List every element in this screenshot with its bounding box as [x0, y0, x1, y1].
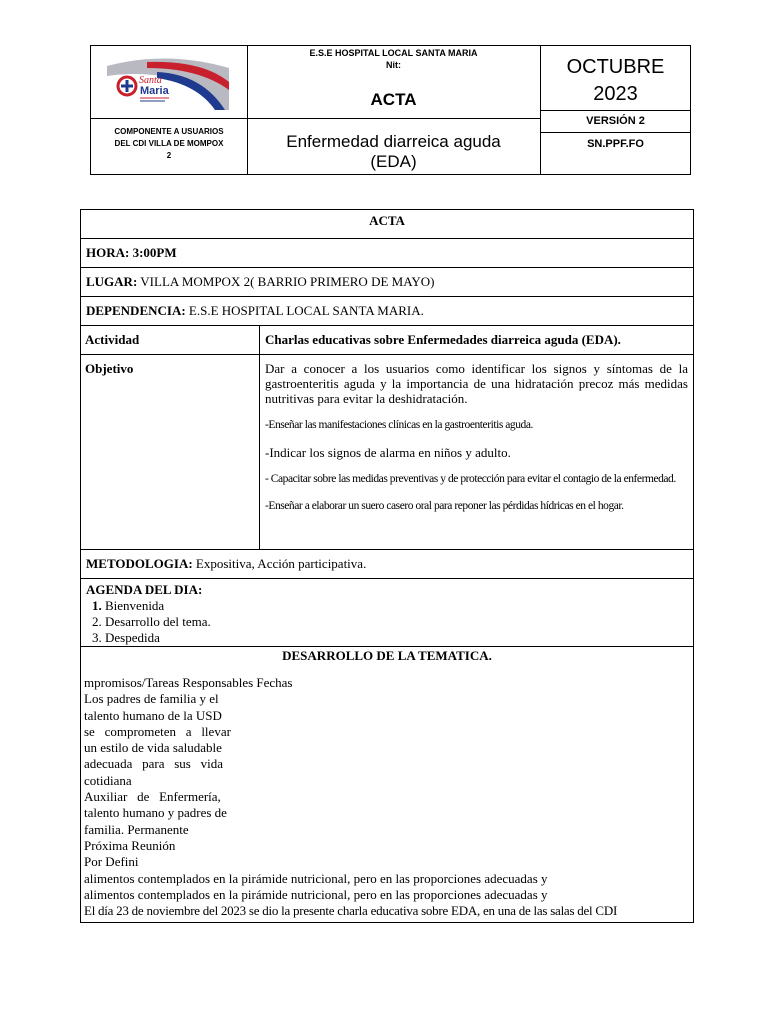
desarrollo-row	[81, 647, 693, 922]
component-line: COMPONENTE A USUARIOS	[114, 127, 224, 136]
lugar-field	[81, 268, 693, 289]
objetivo-content	[260, 355, 693, 549]
objetivo-item: -Enseñar a elaborar un suero casero oral para reponer las pérdidas hídricas en el hogar.	[265, 500, 624, 512]
metodologia-row	[81, 550, 693, 579]
objetivo-item: -Enseñar las manifestaciones clínicas en la gastroenteritis aguda.	[265, 419, 533, 431]
nit-label: Nit:	[386, 60, 401, 70]
logo-text: Maria	[140, 85, 169, 97]
dependencia-value: E.S.E HOSPITAL LOCAL SANTA MARIA.	[185, 303, 424, 318]
dependencia-field	[81, 297, 693, 318]
desarrollo-line: talento humano de la USD	[84, 707, 222, 723]
topic-title	[247, 132, 540, 172]
desarrollo-title: DESARROLLO DE LA TEMATICA.	[282, 648, 492, 663]
agenda-item	[92, 598, 688, 614]
header-divider	[91, 118, 247, 119]
doc-code: SN.PPF.FO	[587, 138, 644, 150]
objetivo-item: -Indicar los signos de alarma en niños y adulto.	[265, 445, 511, 460]
objetivo-label: Objetivo	[81, 355, 260, 549]
desarrollo-line: talento humano y padres de	[84, 805, 227, 821]
topic-line: (EDA)	[370, 152, 417, 171]
metodologia-label: METODOLOGIA:	[86, 556, 193, 571]
acta-table	[80, 209, 694, 923]
doc-type-title: ACTA	[370, 90, 417, 109]
agenda-item-text: Bienvenida	[101, 598, 165, 613]
header-divider	[540, 110, 691, 111]
version-label: VERSIÓN 2	[586, 115, 645, 127]
component-line: 2	[166, 151, 172, 160]
hora-label: HORA: 3:00PM	[86, 245, 177, 260]
lugar-value: VILLA MOMPOX 2( BARRIO PRIMERO DE MAYO)	[137, 274, 435, 289]
actividad-row	[81, 326, 693, 355]
acta-title: ACTA	[369, 213, 405, 228]
component-line: DEL CDI VILLA DE MOMPOX	[114, 139, 224, 148]
desarrollo-line: adecuada para sus vida	[84, 756, 223, 772]
header-divider	[540, 132, 691, 133]
desarrollo-line: un estilo de vida saludable	[84, 740, 222, 756]
desarrollo-line: familia. Permanente	[84, 821, 189, 837]
objetivo-item: - Capacitar sobre las medidas preventivas y de protección para evitar el contagio de la enfermedad.	[265, 473, 676, 485]
dependencia-row	[81, 297, 693, 326]
acta-title-row	[81, 210, 693, 239]
lugar-row	[81, 268, 693, 297]
metodologia-value: Expositiva, Acción participativa.	[192, 556, 367, 571]
dependencia-label: DEPENDENCIA:	[86, 303, 186, 318]
desarrollo-line: Los padres de familia y el	[84, 691, 219, 707]
agenda-label: AGENDA DEL DIA:	[86, 582, 203, 597]
metodologia-field	[81, 550, 693, 571]
hospital-name: E.S.E HOSPITAL LOCAL SANTA MARIA	[309, 48, 478, 58]
topic-line: Enfermedad diarreica aguda	[286, 132, 501, 151]
agenda-list	[86, 598, 688, 646]
agenda-item	[92, 630, 688, 646]
agenda-item-text: Despedida	[101, 630, 160, 645]
desarrollo-line: cotidiana	[84, 772, 132, 788]
logo-text: Santa	[139, 75, 162, 86]
agenda-item-number: 1.	[92, 598, 102, 613]
header-divider	[247, 118, 540, 119]
agenda-block	[81, 579, 693, 646]
actividad-value: Charlas educativas sobre Enfermedades diarreica aguda (EDA).	[265, 332, 621, 347]
desarrollo-text	[81, 663, 693, 919]
desarrollo-line: se comprometen a llevar	[84, 723, 231, 739]
desarrollo-line: alimentos contemplados en la pirámide nutricional, pero en las proporciones adecuadas y	[84, 886, 548, 902]
objetivo-intro: Dar a conocer a los usuarios como identificar los signos y síntomas de la gastroenteritis aguda y la importancia de una hidratación precoz más medidas nutritivas para evitar la deshidratación.	[265, 361, 688, 406]
desarrollo-line: mpromisos/Tareas Responsables Fechas	[84, 675, 293, 690]
document-header	[90, 45, 691, 175]
hospital-logo	[107, 52, 229, 110]
desarrollo-line: Auxiliar de Enfermería,	[84, 789, 221, 805]
doc-year: 2023	[593, 83, 638, 105]
agenda-item-text: Desarrollo del tema.	[101, 614, 211, 629]
doc-month: OCTUBRE	[566, 56, 665, 78]
hora-row	[81, 239, 693, 268]
desarrollo-line: alimentos contemplados en la pirámide nutricional, pero en las proporciones adecuadas y	[84, 870, 548, 886]
agenda-item-number: 3.	[92, 630, 102, 645]
desarrollo-line: Por Defini	[84, 854, 139, 870]
desarrollo-line: Próxima Reunión	[84, 837, 176, 853]
agenda-item	[92, 614, 688, 630]
agenda-row	[81, 579, 693, 647]
lugar-label: LUGAR:	[86, 274, 138, 289]
actividad-label: Actividad	[81, 326, 260, 354]
desarrollo-line: El día 23 de noviembre del 2023 se dio la presente charla educativa sobre EDA, en una de las salas del CDI	[84, 903, 618, 919]
objetivo-row	[81, 355, 693, 550]
component-label	[91, 126, 247, 162]
agenda-item-number: 2.	[92, 614, 102, 629]
